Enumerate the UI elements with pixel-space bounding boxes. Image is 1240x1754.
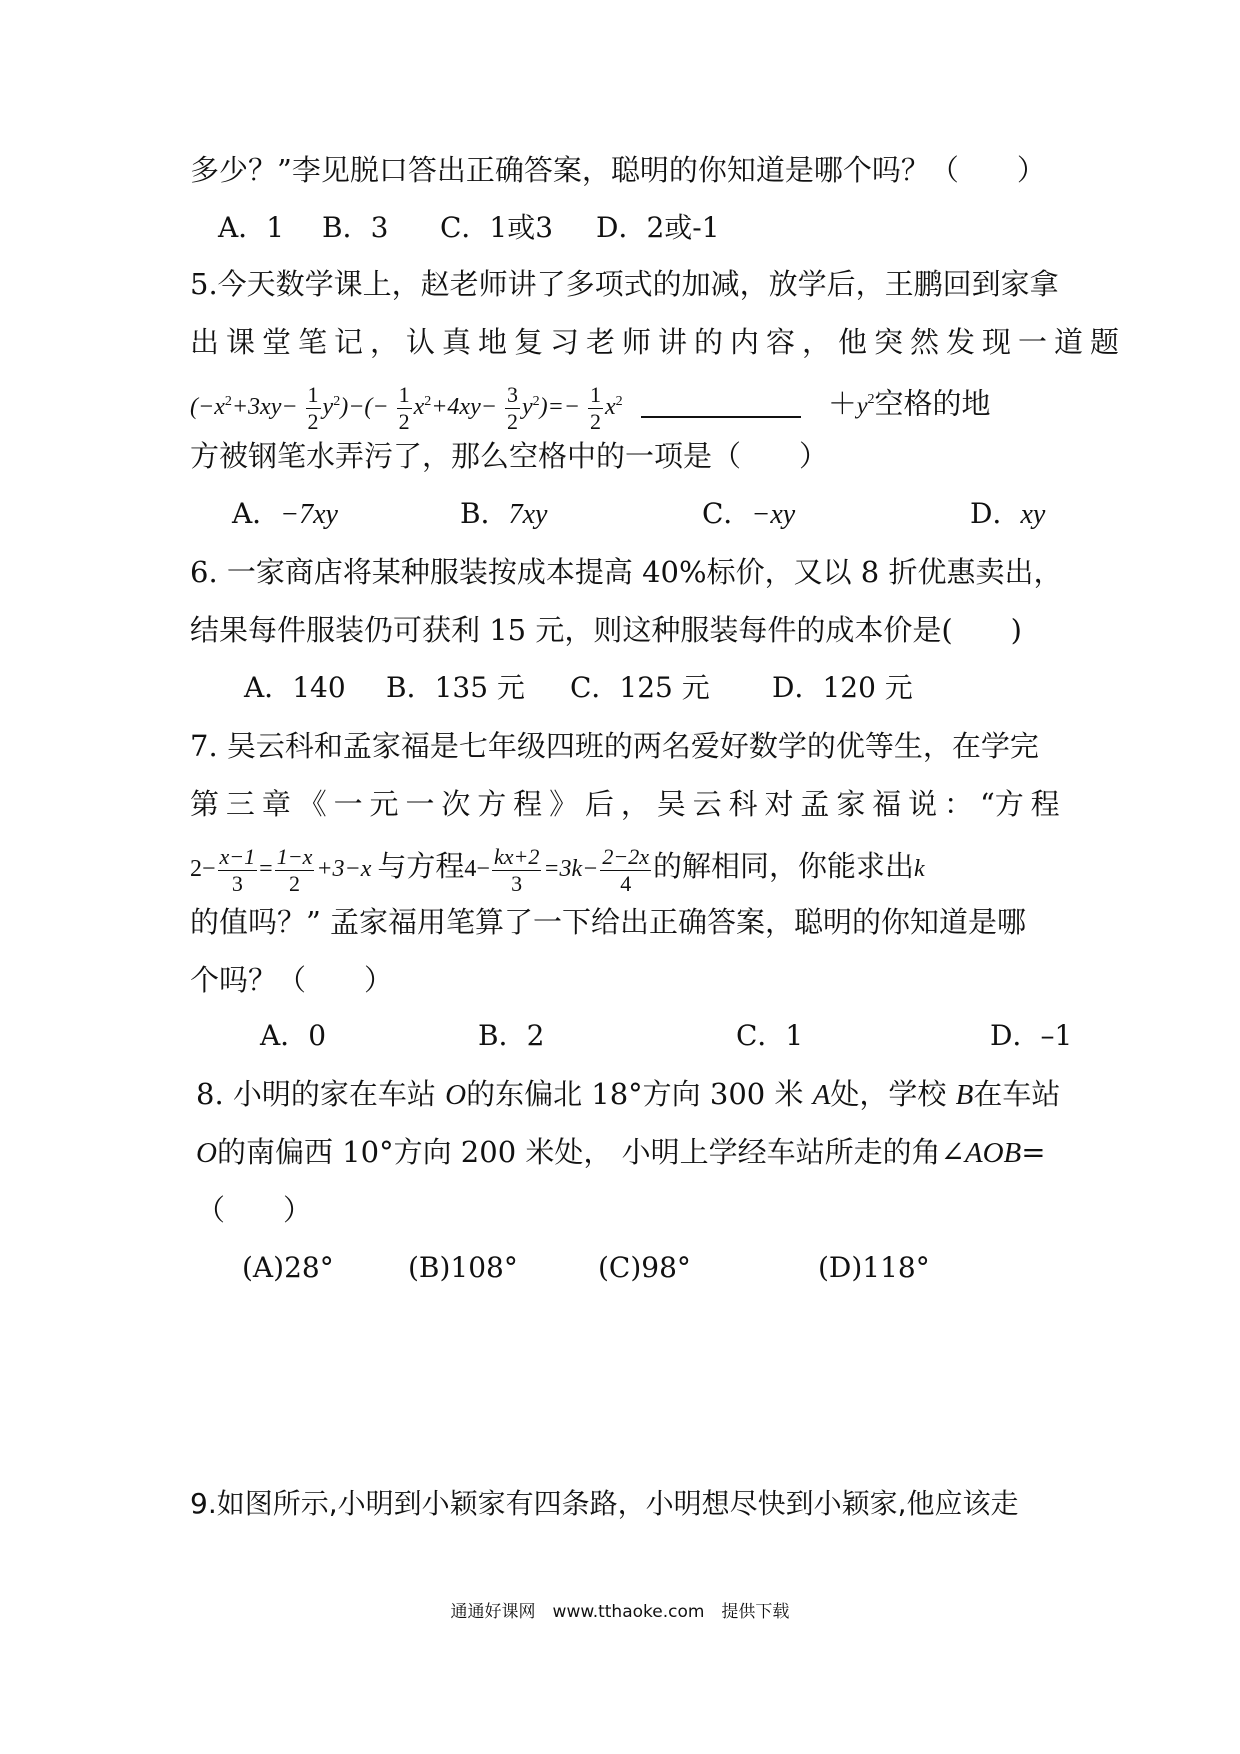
q5-option-c: C．−xy [702, 497, 796, 530]
q6-text-line2: 结果每件服装仍可获利 15 元，则这种服装每件的成本价是( ) [190, 613, 1022, 647]
q7-text-line5: 个吗？（ ） [190, 963, 394, 997]
q4-option-c: C．1或3 [440, 211, 554, 244]
q8-text-line1: 8. 小明的家在车站 O的东偏北 18°方向 300 米 A处，学校 B在车站 [196, 1077, 1061, 1111]
q5-option-d: D．xy [970, 497, 1046, 530]
q7-option-a: A．0 [260, 1019, 327, 1052]
q6-option-b: B．135 元 [386, 671, 525, 704]
q5-text-line1: 5.今天数学课上，赵老师讲了多项式的加减，放学后，王鹏回到家拿 [190, 267, 1059, 301]
q4-option-b: B．3 [322, 211, 389, 244]
q8-option-d: (D)118° [818, 1251, 930, 1284]
q6-text-line1: 6. 一家商店将某种服装按成本提高 40%标价，又以 8 折优惠卖出， [190, 555, 1063, 589]
q5-text-line2: 出课堂笔记，认真地复习老师讲的内容，他突然发现一道题 [190, 325, 1127, 359]
q5-option-b: B．7xy [460, 497, 548, 530]
q8-option-c: (C)98° [598, 1251, 691, 1284]
q8-option-a: (A)28° [242, 1251, 334, 1284]
fill-in-blank [641, 394, 801, 418]
q7-option-b: B．2 [478, 1019, 545, 1052]
q6-option-d: D．120 元 [772, 671, 913, 704]
q7-text-line1: 7. 吴云科和孟家福是七年级四班的两名爱好数学的优等生，在学完 [190, 729, 1039, 763]
q7-equation: 2− $\frac{x-1}{3}$ = $\frac{1-x}{2}$ +3−x 与方程4− $\frac{kx+2}{3}$ =3k− $\frac{2-2x}{4}$ 的解相同，你能求出k [190, 843, 925, 896]
q4-option-d: D．2或-1 [596, 211, 720, 244]
q8-text-line2: O的南偏西 10°方向 200 米处， 小明上学经车站所走的角∠AOB= [196, 1135, 1046, 1169]
q6-option-c: C．125 元 [570, 671, 710, 704]
q4-option-a: A．1 [218, 211, 285, 244]
q5-text-line4: 方被钢笔水弄污了，那么空格中的一项是（ ） [190, 439, 829, 473]
q7-option-d: D．–1 [990, 1019, 1073, 1052]
q5-option-a: A．−7xy [232, 497, 338, 530]
q7-text-line2: 第 三 章 《 一 元 一 次 方 程 》 后 ， 吴 云 科 对 孟 家 福 说 ： “方 程 [190, 787, 1060, 821]
q9-text-line1: 9.如图所示,小明到小颖家有四条路，小明想尽快到小颖家,他应该走 [190, 1487, 1019, 1520]
q7-option-c: C．1 [736, 1019, 804, 1052]
q7-text-line4: 的值吗？” 孟家福用笔算了一下给出正确答案，聪明的你知道是哪 [190, 905, 1027, 939]
q5-equation: ($-x^2+3xy-$ $\frac{1}{2}$ $y^2)-(-$ $\frac{1}{2}$ $x^2+4xy-$ $\frac{3}{2}$ $y^2)=-$ $\frac{1}{2}$ $x^2 +y^2$空格的地 [190, 381, 991, 434]
q8-option-b: (B)108° [408, 1251, 518, 1284]
page-footer: 通通好课网 www.tthaoke.com 提供下载 [450, 1602, 790, 1622]
q6-option-a: A．140 [244, 671, 346, 704]
q4-text-tail: 多少？”李见脱口答出正确答案，聪明的你知道是哪个吗？（ ） [190, 153, 1046, 187]
q8-text-line3: （ ） [196, 1193, 313, 1227]
